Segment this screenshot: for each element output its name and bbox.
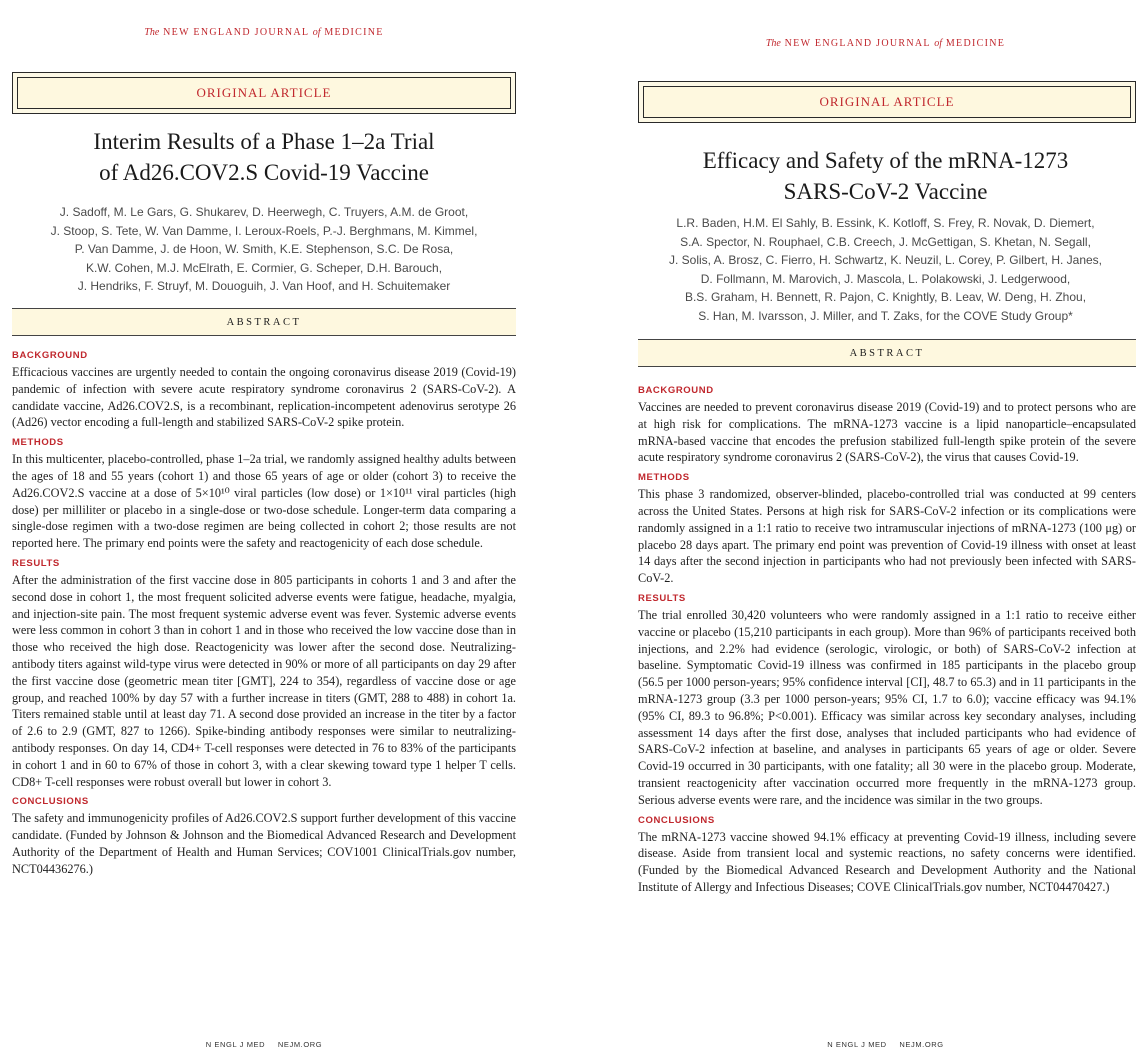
article-type-label: ORIGINAL ARTICLE (643, 86, 1131, 118)
section-text-methods: In this multicenter, placebo-controlled, phase 1–2a trial, we randomly assigned healthy adults between the ages of 18 and 55 years (cohort 1) and those 65 years of age or older (cohort 3) to receive the Ad26.COV2.S vaccine at a dose of 5×10¹⁰ viral particles (low dose) or 1×10¹¹ viral particles (high dose) per milliliter or placebo in a single-dose or two-dose schedule. Longer-term data comparing a single-dose regimen with a two-dose regimen are being collected in cohort 2; those results are not reported here. The primary end points were the safety and reactogenicity of each dose schedule. (12, 452, 516, 551)
article-title (0, 126, 528, 188)
section-heading-background: BACKGROUND (638, 385, 714, 396)
section-text-conclusions: The safety and immunogenicity profiles of Ad26.COV2.S support further development of this vaccine candidate. (Funded by Johnson & Johnson and the Biomedical Advanced Research and Development Authority of the Department of Health and Human Services; COV1001 ClinicalTrials.gov number, NCT04436276.) (12, 811, 516, 876)
author-line: J. Hendriks, F. Struyf, M. Douoguih, J. Van Hoof, and H. Schuitemaker (77, 279, 451, 293)
title-line: Efficacy and Safety of the mRNA-1273 (702, 148, 1069, 173)
page-footer (628, 1040, 1143, 1049)
abstract-heading: ABSTRACT (638, 339, 1136, 367)
section-heading-results: RESULTS (638, 592, 686, 604)
author-line: S.A. Spector, N. Rouphael, C.B. Creech, J. McGettigan, S. Khetan, N. Segall, (680, 234, 1091, 249)
journal-header (0, 27, 528, 38)
article-type-box (12, 72, 516, 114)
article-type-box (638, 81, 1136, 123)
section-heading-background: BACKGROUND (12, 350, 88, 361)
abstract-body (12, 350, 516, 884)
footer-website: NEJM.ORG (277, 1040, 323, 1049)
footer-journal-abbrev: N ENGL J MED (205, 1040, 266, 1049)
title-line: Interim Results of a Phase 1–2a Trial (93, 129, 435, 154)
section-heading-conclusions: CONCLUSIONS (12, 796, 89, 808)
journal-of: of (312, 27, 321, 38)
journal-name-part1: NEW ENGLAND JOURNAL (163, 27, 309, 38)
author-list (628, 214, 1143, 325)
journal-name-part2: MEDICINE (324, 27, 384, 38)
section-text-background: Efficacious vaccines are urgently needed to contain the ongoing coronavirus disease 2019 (Covid-19) pandemic of infection with severe acute respiratory syndrome coronavirus 2 (SARS-CoV-2). A candidate vaccine, Ad26.COV2.S, is a recombinant, replication-incompetent adenovirus serotype 26 (Ad26) vector encoding a full-length and stabilized SARS-CoV-2 spike protein. (12, 365, 516, 430)
abstract-body (638, 385, 1136, 902)
section-text-background: Vaccines are needed to prevent coronavirus disease 2019 (Covid-19) and to protect persons who are at high risk for complications. The mRNA-1273 vaccine is a lipid nanoparticle–encapsulated mRNA-based vaccine that encodes the prefusion stabilized full-length spike protein of the severe acute respiratory syndrome coronavirus 2 (SARS-CoV-2), the virus that causes Covid-19. (638, 400, 1136, 465)
author-line: J. Solis, A. Brosz, C. Fierro, H. Schwartz, K. Neuzil, L. Corey, P. Gilbert, H. Janes, (668, 253, 1103, 267)
section-heading-methods: METHODS (638, 472, 690, 484)
abstract-heading: ABSTRACT (12, 308, 516, 336)
author-line: J. Stoop, S. Tete, W. Van Damme, I. Leroux-Roels, P.-J. Berghmans, M. Kimmel, (50, 223, 478, 238)
footer-journal-abbrev: N ENGL J MED (827, 1040, 887, 1049)
article-type-label: ORIGINAL ARTICLE (17, 77, 511, 109)
section-text-conclusions: The mRNA-1273 vaccine showed 94.1% efficacy at preventing Covid-19 illness, including severe disease. Aside from transient local and systemic reactions, no safety concerns were identified. (Funded by the Biomedical Advanced Research and Development Authority and the National Institute of Allergy and Infectious Diseases; COVE ClinicalTrials.gov number, NCT04470427.) (638, 829, 1136, 894)
author-line: P. Van Damme, J. de Hoon, W. Smith, K.E. Stephenson, S.C. De Rosa, (74, 242, 454, 256)
author-list (0, 203, 528, 296)
title-line: of Ad26.COV2.S Covid-19 Vaccine (99, 160, 429, 185)
page-footer (0, 1040, 528, 1049)
author-line: D. Follmann, M. Marovich, J. Mascola, L. Polakowski, J. Ledgerwood, (700, 271, 1071, 286)
journal-name-part1: NEW ENGLAND JOURNAL (784, 38, 931, 49)
journal-name-part2: MEDICINE (945, 38, 1006, 49)
journal-prefix: The (765, 38, 781, 49)
journal-prefix: The (144, 27, 160, 38)
journal-header (628, 38, 1143, 49)
author-line: S. Han, M. Ivarsson, J. Miller, and T. Zaks, for the COVE Study Group* (698, 308, 1073, 323)
section-text-results: The trial enrolled 30,420 volunteers who were randomly assigned in a 1:1 ratio to receive either vaccine or placebo (15,210 participants in each group). More than 96% of participants received both injections, and 2.2% had evidence (serologic, virologic, or both) of SARS-CoV-2 infection at baseline. Symptomatic Covid-19 illness was confirmed in 185 participants in the placebo group (56.5 per 1000 person-years; 95% confidence interval [CI], 48.7 to 65.3) and in 11 participants in the mRNA-1273 group (3.3 per 1000 person-years; 95% CI, 1.7 to 6.0); vaccine efficacy was 94.1% (95% CI, 89.3 to 96.8%; P<0.001). Efficacy was similar across key secondary analyses, including assessment 14 days after the first dose, analyses that included participants who had evidence of SARS-CoV-2 infection at baseline, and analyses in participants 65 years of age or older. Severe Covid-19 occurred in 30 participants, with one fatality; all 30 were in the placebo group. Moderate, transient reactogenicity after vaccination occurred more frequently in the mRNA-1273 group. Serious adverse events were rare, and the incidence was similar in the two groups. (638, 607, 1136, 807)
section-heading-conclusions: CONCLUSIONS (638, 814, 715, 826)
title-line: SARS-CoV-2 Vaccine (783, 179, 988, 204)
author-line: B.S. Graham, H. Bennett, R. Pajon, C. Knightly, B. Leav, W. Deng, H. Zhou, (684, 290, 1087, 304)
right-article-page (628, 0, 1143, 1061)
journal-of: of (934, 38, 943, 49)
section-heading-methods: METHODS (12, 437, 64, 449)
article-title (628, 145, 1143, 207)
left-article-page (0, 0, 528, 1061)
section-heading-results: RESULTS (12, 557, 60, 569)
author-line: J. Sadoff, M. Le Gars, G. Shukarev, D. Heerwegh, C. Truyers, A.M. de Groot, (59, 205, 469, 219)
footer-website: NEJM.ORG (899, 1040, 944, 1049)
section-text-methods: This phase 3 randomized, observer-blinded, placebo-controlled trial was conducted at 99 centers across the United States. Persons at high risk for SARS-CoV-2 infection or its complications were randomly assigned in a 1:1 ratio to receive two intramuscular injections of mRNA-1273 (100 μg) or placebo 28 days apart. The primary end point was prevention of Covid-19 illness with onset at least 14 days after the second injection in participants who had not previously been infected with SARS-CoV-2. (638, 487, 1136, 586)
author-line: K.W. Cohen, M.J. McElrath, E. Cormier, G. Scheper, D.H. Barouch, (85, 260, 443, 275)
author-line: L.R. Baden, H.M. El Sahly, B. Essink, K. Kotloff, S. Frey, R. Novak, D. Diemert, (676, 216, 1095, 230)
section-text-results: After the administration of the first vaccine dose in 805 participants in cohorts 1 and 3 and after the second dose in cohort 1, the most frequent solicited adverse events were fatigue, headache, myalgia, and injection-site pain. The most frequent systemic adverse event was fever. Systemic adverse events were less common in cohort 3 than in cohort 1 and in those who received the low vaccine dose than in those who received the high dose. Reactogenicity was lower after the second dose. Neutralizing-antibody titers against wild-type virus were detected in 90% or more of all participants on day 29 after the first vaccine dose (geometric mean titer [GMT], 224 to 354), regardless of vaccine dose or age group, and reached 100% by day 57 with a further increase in titers (GMT, 288 to 488) in cohort 1a. Titers remained stable until at least day 71. A second dose provided an increase in the titer by a factor of 2.6 to 2.9 (GMT, 827 to 1266). Spike-binding antibody responses were similar to neutralizing-antibody responses. On day 14, CD4+ T-cell responses were detected in 76 to 83% of the participants in cohort 1 and in 60 to 67% of those in cohort 3, with a clear skewing toward type 1 helper T cells. CD8+ T-cell responses were robust overall but lower in cohort 3. (12, 572, 516, 789)
